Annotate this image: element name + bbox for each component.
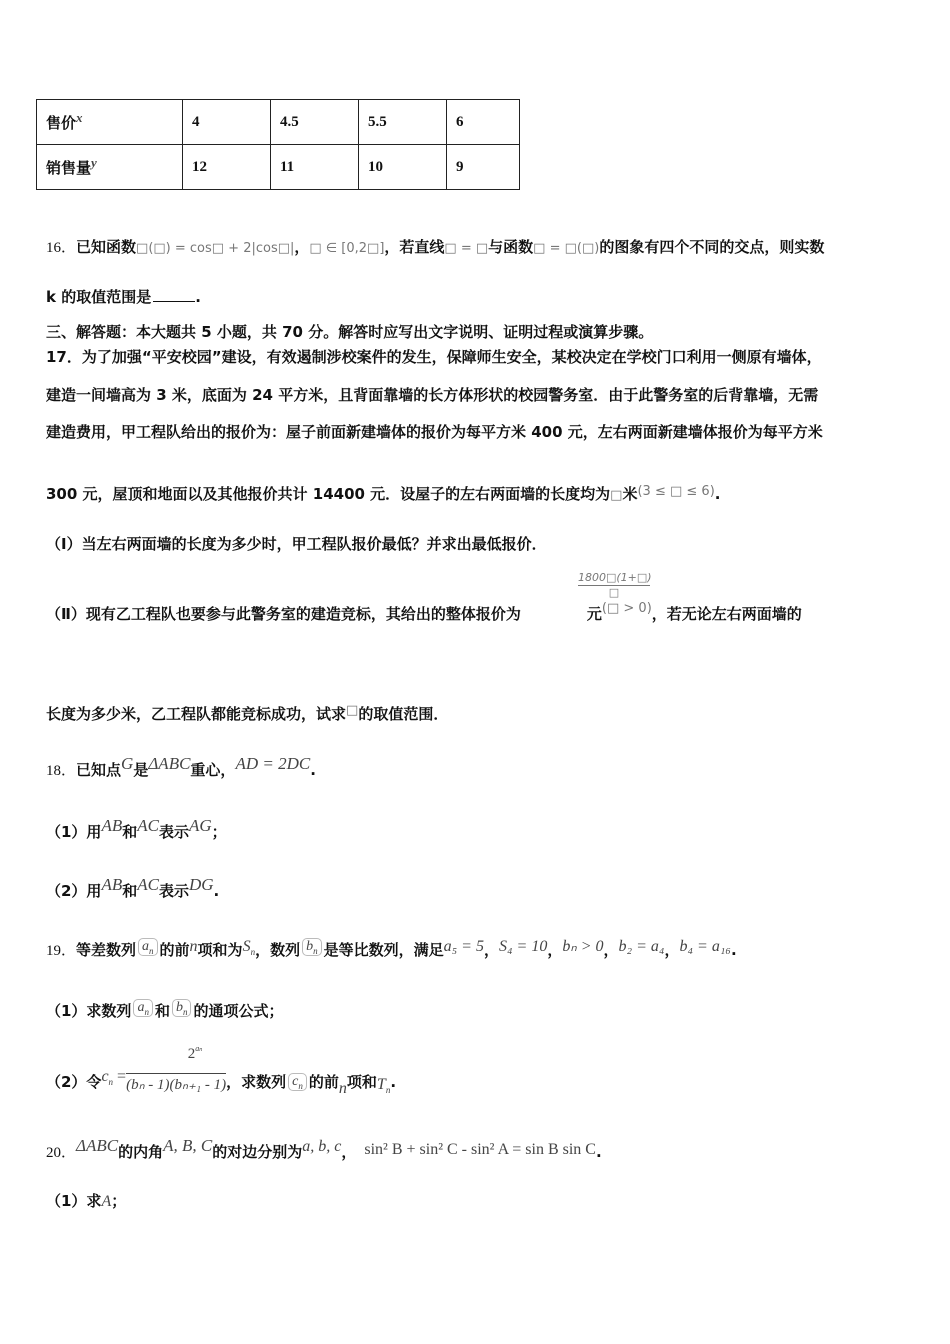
quote-fraction: 1800□(1+□) □ — [578, 571, 652, 599]
table-cell: 10 — [359, 145, 447, 190]
table-cell: 4 — [183, 100, 271, 145]
question-19-stem: 19．等差数列 $a_n$ 的前n项和为$S_n$，数列 $b_n$ 是等比数列，满足a₅ = 5，S₄ = 10，bₙ > 0，b₂ = a₄，b₄ = a₁₆. — [46, 938, 737, 959]
question-19-part1: （1）求数列 $a_n$ 和 $b_n$ 的通项公式； — [46, 1000, 284, 1020]
question-17-line1: 17．为了加强“平安校园”建设，有效遏制涉校案件的发生，保障师生安全，某校决定在学校门口利用一侧原有墙体， — [46, 348, 822, 366]
table-cell: 9 — [447, 145, 520, 190]
price-sales-table — [36, 99, 520, 190]
question-17-part1: （Ⅰ）当左右两面墙的长度为多少时，甲工程队报价最低？并求出最低报价． — [46, 535, 547, 553]
section-heading: 三、解答题：本大题共 5 小题，共 70 分。解答时应写出文字说明、证明过程或演算步骤。 — [46, 323, 654, 341]
question-16-line1: 16．已知函数□(□) = cos□ + 2|cos□|，□ ∈ [0,2□]，若直线□ = □与函数□ = □(□)的图象有四个不同的交点，则实数 — [46, 238, 825, 256]
table-cell: 5.5 — [359, 100, 447, 145]
question-19-part2: （2）令$c_n =(b_n - 1)(b_{n+1} - 1)$，求数列 $c_n$ 的前n项和$T_n$. — [46, 1068, 397, 1097]
table-cell: 12 — [183, 145, 271, 190]
answer-blank — [153, 301, 195, 302]
table-row — [37, 100, 520, 145]
table-cell: 11 — [271, 145, 359, 190]
question-17-part2: （Ⅱ）现有乙工程队也要参与此警务室的建造竞标，其给出的整体报价为 元$^{(□ > 0)}$，若无论左右两面墙的 — [46, 601, 802, 623]
cn-fraction: $2^{an}$ — [187, 1044, 203, 1062]
question-17-line3: 建造费用，甲工程队给出的报价为：屋子前面新建墙体的报价为每平方米 400 元，左右两面新建墙体报价为每平方米 — [46, 423, 823, 441]
table-header-cell: 销售量y — [37, 145, 183, 190]
question-20-part1: （1）求A； — [46, 1192, 127, 1210]
table-cell: 6 — [447, 100, 520, 145]
question-18-part1: （1）用AB和AC表示AG； — [46, 816, 227, 841]
question-18-stem: 18．已知点G是ΔABC重心，AD = 2DC. — [46, 754, 316, 779]
question-17-part2-cont: 长度为多少米，乙工程队都能竞标成功，试求□的取值范围． — [46, 703, 449, 723]
question-16-line2: k 的取值范围是 . — [46, 288, 201, 306]
question-20-stem: 20．ΔABC的内角A, B, C的对边分别为a, b, c， sin² B + sin² C - sin² A = sin B sin C. — [46, 1136, 602, 1161]
table-header-cell: 售价x — [37, 100, 183, 145]
question-17-line2: 建造一间墙高为 3 米，底面为 24 平方米，且背面靠墙的长方体形状的校园警务室．由于此警务室的后背靠墙，无需 — [46, 386, 819, 404]
question-18-part2: （2）用AB和AC表示DG. — [46, 875, 220, 900]
table-cell: 4.5 — [271, 100, 359, 145]
table-row — [37, 145, 520, 190]
question-17-line4: 300 元，屋顶和地面以及其他报价共计 14400 元．设屋子的左右两面墙的长度均为□米$^{(3 \le □ \le 6)}$. — [46, 484, 721, 503]
